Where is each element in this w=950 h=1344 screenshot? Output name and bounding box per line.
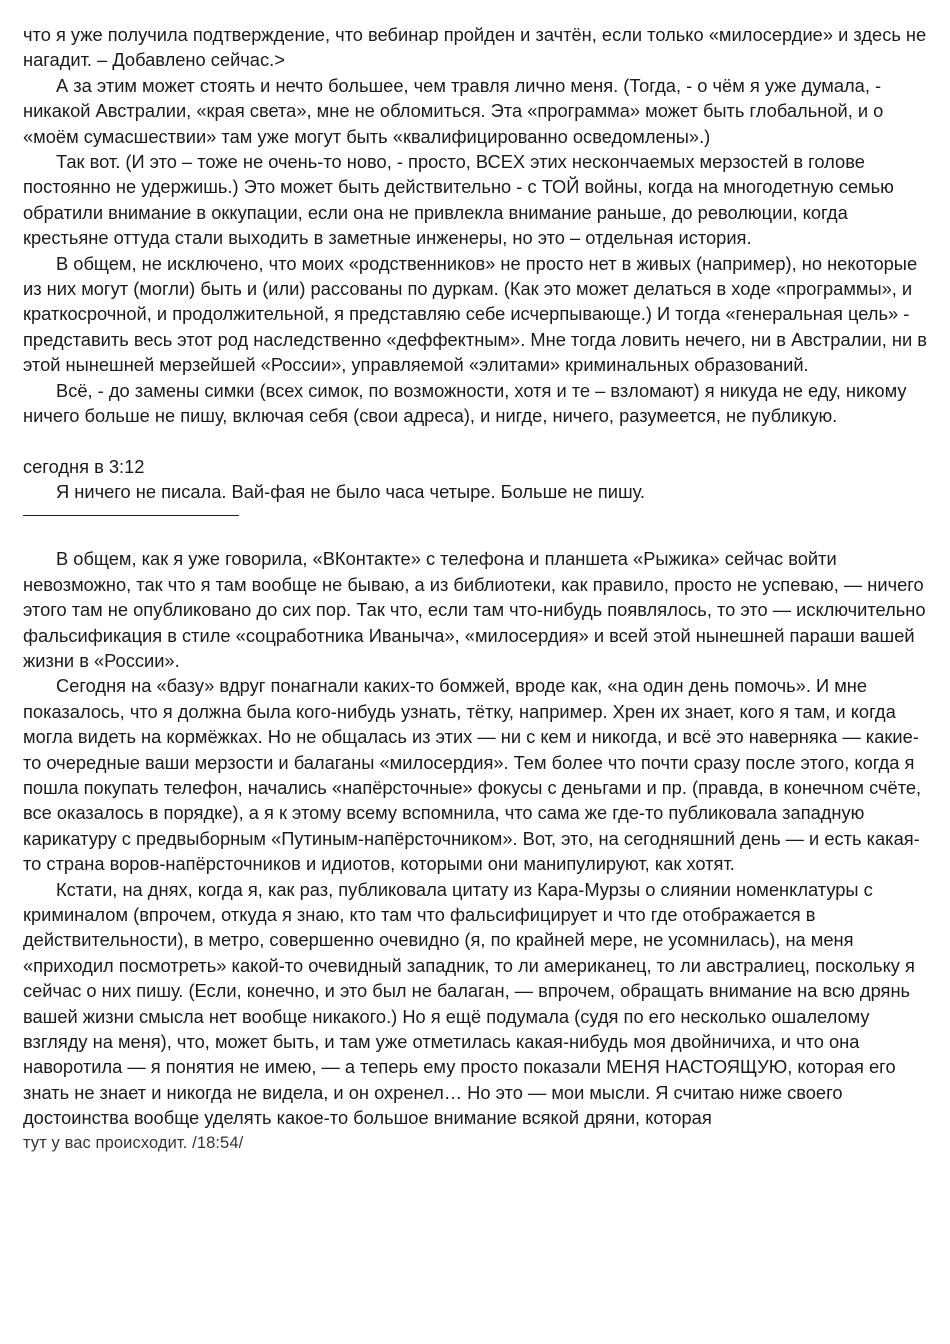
paragraph-5: Всё, - до замены симки (всех симок, по возможности, хотя и те – взломают) я никуда не еду, никому ничего больше не пишу, включая себя (свои адреса), и нигде, ничего, разумеется, не публикую.: [23, 379, 907, 427]
paragraph-8: Сегодня на «базу» вдруг понагнали каких-то бомжей, вроде как, «на один день помочь». И мне показалось, что я должна была кого-нибудь узнать, тётку, например. Хрен их знает, кого я там, и когда могла видеть на кормёжках. Но не общалась из этих — ни с кем и никогда, и всё это наверняка — какие-то очередные ваши мерзости и балаганы «милосердия». Тем более что почти сразу после этого, когда я пошла покупать телефон, начались «напёрсточные» фокусы с деньгами и пр. (правда, в конечном счёте, все оказалось в порядке), а я к этому всему вспомнила, что сама же где-то публиковала западную карикатуру с предвыборным «Путиным-напёрсточником». Вот, это, на сегодняшний день — и есть какая-то страна воров-напёрсточников и идиотов, которыми они манипулируют, как хотят.: [23, 675, 922, 875]
spacer: [23, 429, 928, 454]
paragraph-1: что я уже получила подтверждение, что вебинар пройден и зачтён, если только «милосердие» и здесь не нагадит. – Добавлено сейчас.>: [23, 24, 927, 71]
paragraph-4: В общем, не исключено, что моих «родственников» не просто нет в живых (например), но некоторые из них могут (могли) быть и (или) рассованы по дуркам. (Как это может делаться в ходе «программы», и краткосрочной, и продолжительной, я представляю себе исчерпывающе.) И тогда «генеральная цель» - представить весь этот род наследственно «деффектным». Мне тогда ловить нечего, ни в Австралии, ни в этой нынешней мерзейшей «России», управляемой «элитами» криминальных образований.: [23, 252, 927, 376]
paragraph-2: А за этим может стоять и нечто большее, чем травля лично меня. (Тогда, - о чём я уже думала, - никакой Австралии, «края света», мне не обломиться. Эта «программа» может быть глобальной, и о «моём сумасшествии» там уже могут быть «квалифицированно осведомлены».): [23, 74, 884, 147]
spacer: [23, 516, 928, 546]
paragraph-6: Я ничего не писала. Вай-фая не было часа четыре. Больше не пишу.: [56, 480, 646, 502]
document-page: [23, 22, 928, 1156]
paragraph-3: Так вот. (И это – тоже не очень-то ново, - просто, ВСЕХ этих нескончаемых мерзостей в голове постоянно не удержишь.) Это может быть действительно - с ТОЙ войны, когда на многодетную семью обратили внимание в оккупации, если она не привлекла внимание раньше, до революции, когда крестьяне оттуда стали выходить в заметные инженеры, но это – отдельная история.: [23, 151, 894, 249]
paragraph-7: В общем, как я уже говорила, «ВКонтакте» с телефона и планшета «Рыжика» сейчас войти невозможно, так что я там вообще не бываю, а из библиотеки, как правило, просто не успеваю, — ничего этого там не опубликовано до сих пор. Так что, если там что-нибудь появлялось, то это — исключительно фальсификация в стиле «соцработника Иваныча», «милосердия» и всей этой нынешней параши вашей жизни в «России».: [23, 548, 926, 671]
footer-line: тут у вас происходит. /18:54/: [23, 1133, 244, 1152]
paragraph-9: Кстати, на днях, когда я, как раз, публиковала цитату из Кара-Мурзы о слиянии номенклатуры с криминалом (впрочем, откуда я знаю, кто там что фальсифицирует и что где отображается в действительности), в метро, совершенно очевидно (я, по крайней мере, не усомнилась), на меня «приходил посмотреть» какой-то очевидный западник, то ли американец, то ли австралиец, поскольку я сейчас о них пишу. (Если, конечно, и это был не балаган, — впрочем, обращать внимание на всю дрянь вашей жизни смысла нет вообще никакого.) Но я ещё подумала (судя по его несколько ошалелому взгляду на меня), что, может быть, и там уже отметилась какая-нибудь моя двойничиха, и что она наворотила — я понятия не имею, — а теперь ему просто показали МЕНЯ НАСТОЯЩУЮ, которая его знать не знает и никогда не видела, и он охренел… Но это — мои мысли. Я считаю ниже своего достоинства вообще уделять какое-то большое внимание всякой дряни, которая: [23, 878, 915, 1129]
timestamp: сегодня в 3:12: [23, 455, 145, 477]
